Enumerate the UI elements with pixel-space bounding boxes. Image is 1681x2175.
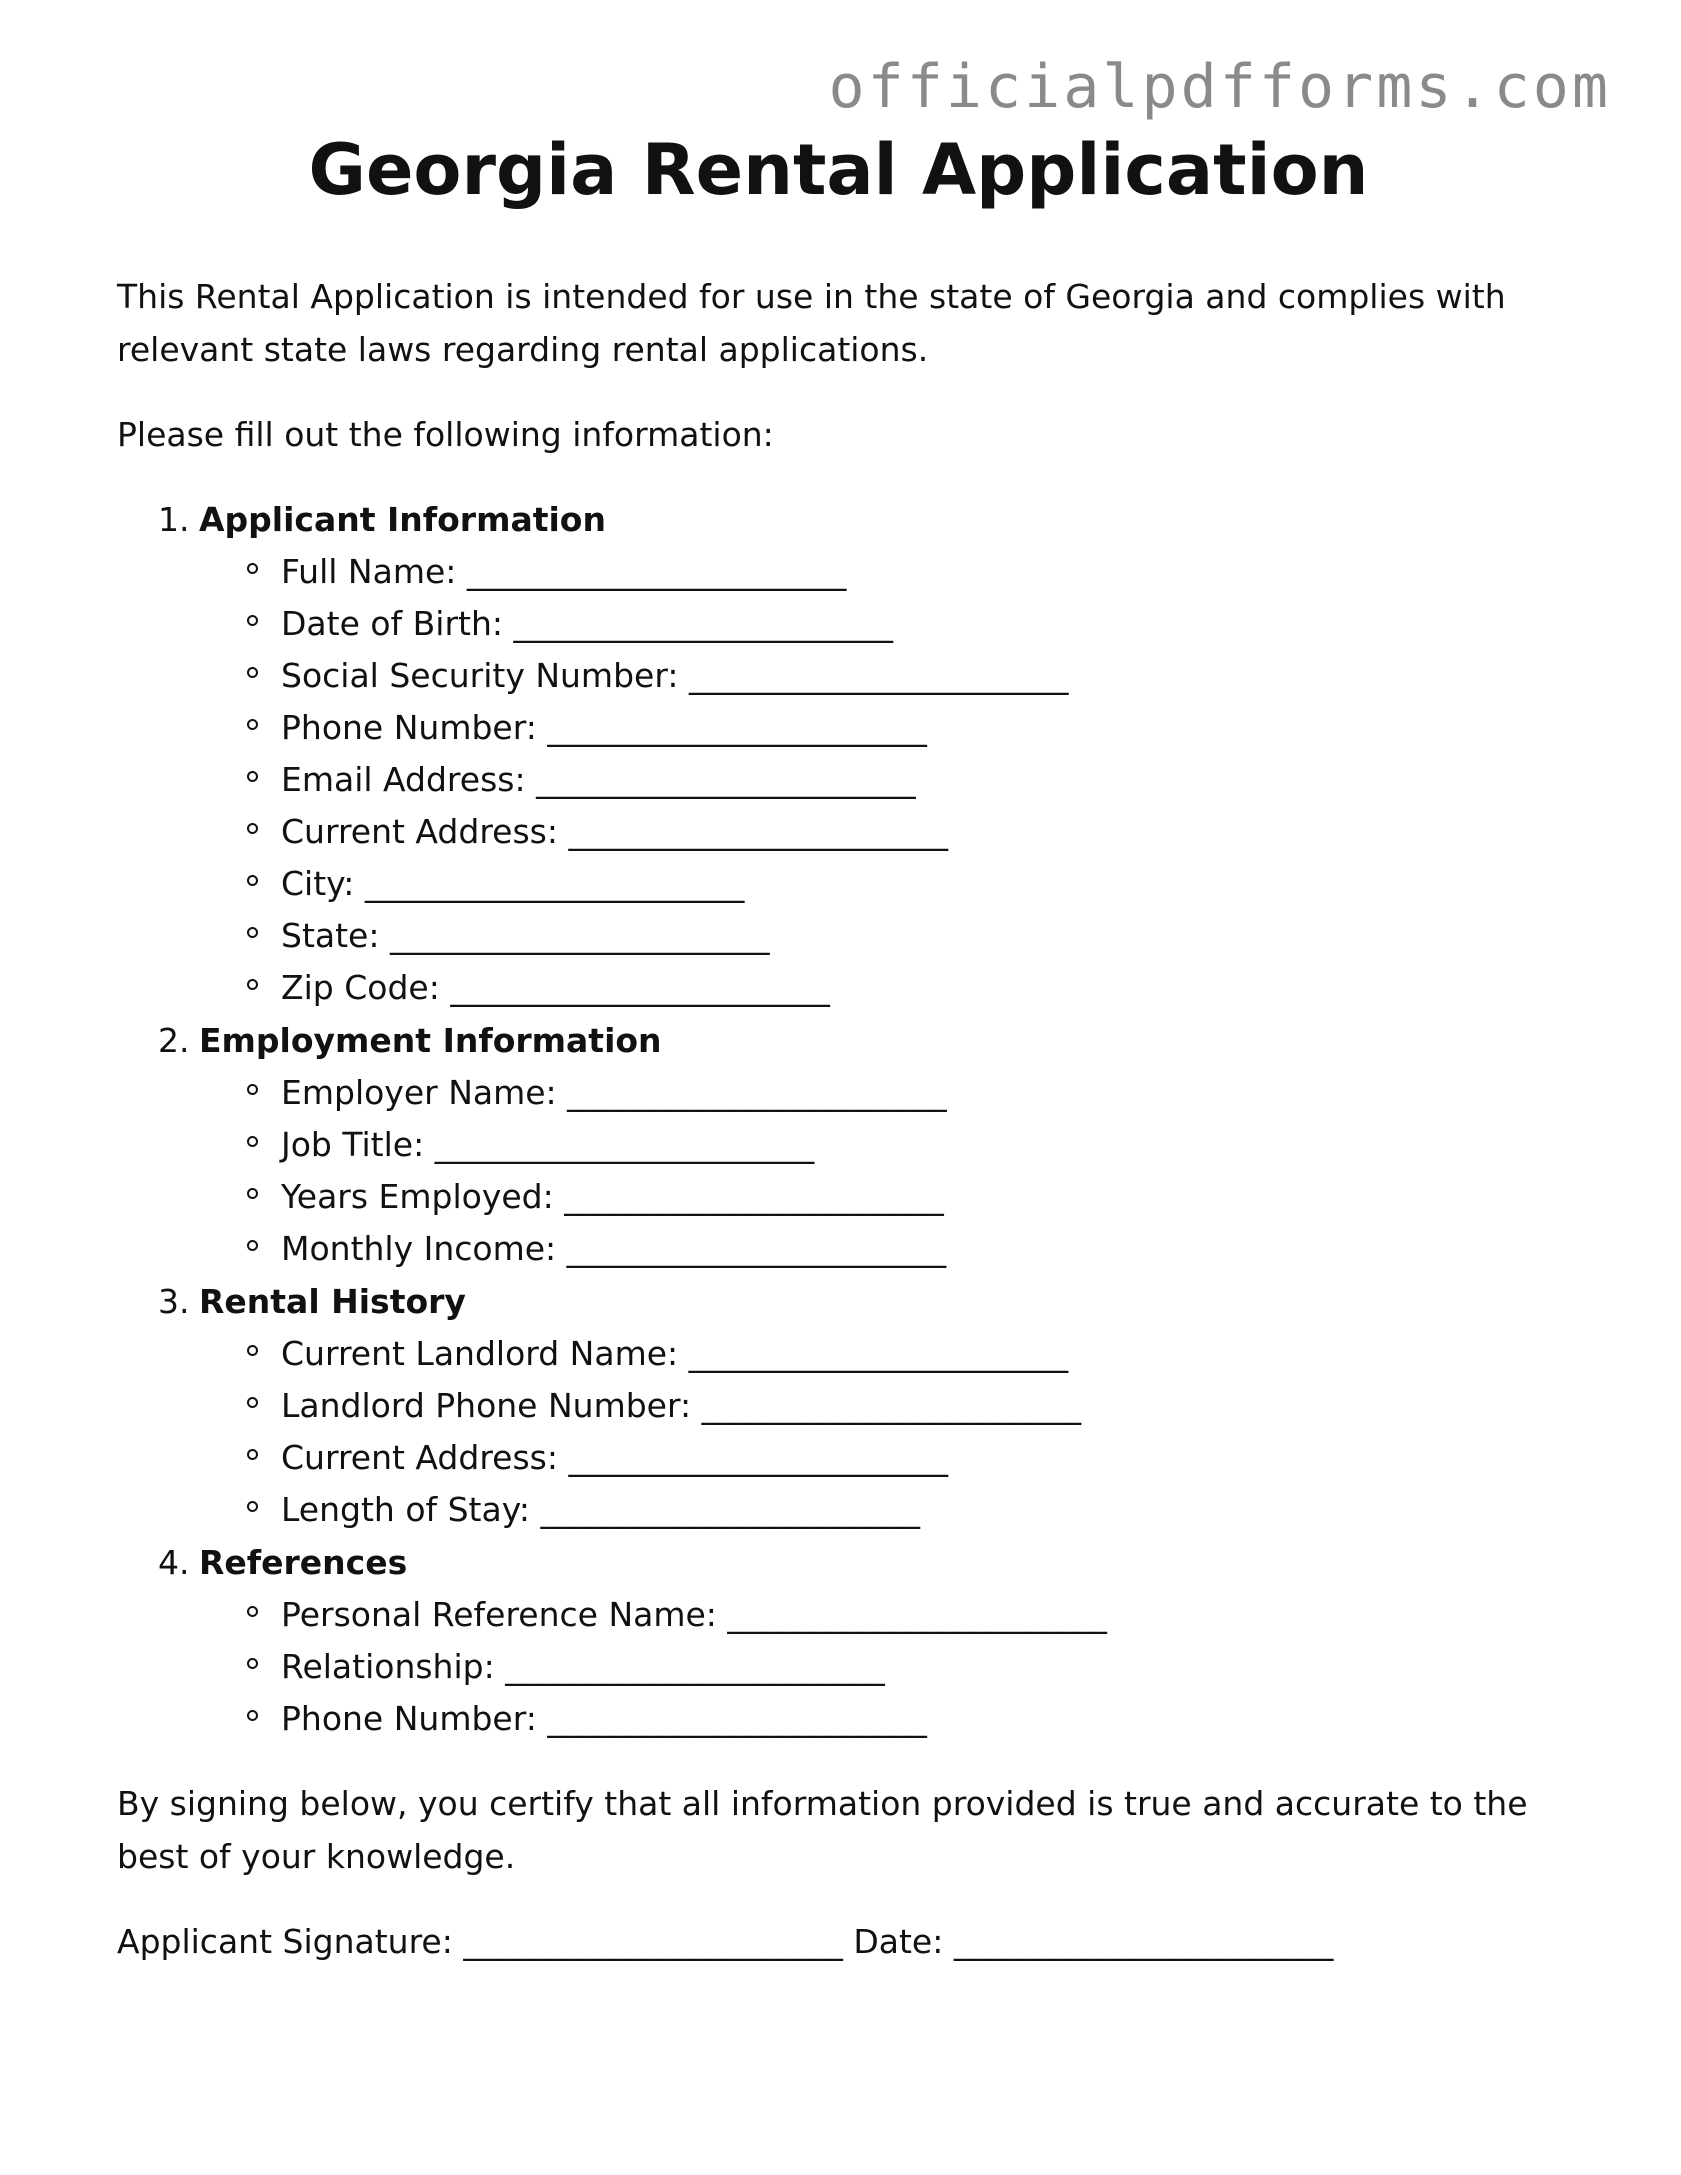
field-label: Current Address: <box>281 1438 558 1477</box>
section-number: 3. <box>158 1282 190 1321</box>
fill-in-blank[interactable]: _______________________ <box>688 656 1069 695</box>
circle-bullet-icon <box>247 823 258 834</box>
field-label: City: <box>281 864 355 903</box>
circle-bullet-icon <box>247 1188 258 1199</box>
list-item <box>199 701 1577 754</box>
field-list <box>199 1327 1577 1536</box>
form-section <box>117 1536 1577 1745</box>
section-number: 2. <box>158 1021 190 1060</box>
fill-in-blank[interactable]: _______________________ <box>547 708 927 747</box>
fill-in-blank[interactable]: _______________________ <box>568 1438 948 1477</box>
fill-in-blank[interactable]: _______________________ <box>727 1595 1107 1634</box>
form-section <box>117 493 1577 1014</box>
field-label: Employer Name: <box>281 1073 557 1112</box>
field-label: Zip Code: <box>281 968 440 1007</box>
signature-field[interactable]: _______________________ <box>463 1922 843 1961</box>
intro-paragraph: This Rental Application is intended for use in the state of Georgia and complies with relevant state laws regarding rental applications. <box>117 277 1506 369</box>
form-section <box>117 1275 1577 1536</box>
field-label: Phone Number: <box>281 1699 537 1738</box>
form-section <box>117 1014 1577 1275</box>
fill-in-blank[interactable]: _______________________ <box>567 1073 947 1112</box>
list-item <box>199 857 1577 910</box>
fill-in-blank[interactable]: _______________________ <box>568 812 948 851</box>
field-list <box>199 1588 1577 1745</box>
date-field[interactable]: _______________________ <box>953 1922 1334 1961</box>
fill-in-blank[interactable]: _______________________ <box>566 1229 947 1268</box>
circle-bullet-icon <box>247 1345 258 1356</box>
circle-bullet-icon <box>247 1501 258 1512</box>
list-item <box>199 1588 1577 1641</box>
fill-in-blank[interactable]: _______________________ <box>466 552 847 591</box>
fill-in-blank[interactable]: _______________________ <box>505 1647 885 1686</box>
field-label: Landlord Phone Number: <box>281 1386 692 1425</box>
list-item <box>199 961 1577 1014</box>
circle-bullet-icon <box>247 1449 258 1460</box>
circle-bullet-icon <box>247 1397 258 1408</box>
field-list <box>199 1066 1577 1275</box>
circle-bullet-icon <box>247 1240 258 1251</box>
list-item <box>199 1118 1577 1171</box>
field-label: Current Landlord Name: <box>281 1334 679 1373</box>
field-label: Email Address: <box>281 760 526 799</box>
field-label: Personal Reference Name: <box>281 1595 717 1634</box>
signature-line <box>117 1915 1577 1968</box>
fill-in-blank[interactable]: _______________________ <box>547 1699 927 1738</box>
circle-bullet-icon <box>247 771 258 782</box>
field-label: Current Address: <box>281 812 558 851</box>
list-item <box>199 1692 1577 1745</box>
section-number: 1. <box>158 500 190 539</box>
fill-in-blank[interactable]: _______________________ <box>564 1177 944 1216</box>
list-item <box>199 649 1577 702</box>
circle-bullet-icon <box>247 563 258 574</box>
section-title: References <box>199 1543 408 1582</box>
list-item <box>199 1431 1577 1484</box>
circle-bullet-icon <box>247 1658 258 1669</box>
circle-bullet-icon <box>247 1710 258 1721</box>
fill-in-blank[interactable]: _______________________ <box>536 760 916 799</box>
fill-in-blank[interactable]: _______________________ <box>688 1334 1069 1373</box>
list-item <box>199 1222 1577 1275</box>
field-label: Full Name: <box>281 552 457 591</box>
circle-bullet-icon <box>247 927 258 938</box>
field-label: Social Security Number: <box>281 656 679 695</box>
page-title: Georgia Rental Application <box>308 129 1369 211</box>
list-item <box>199 1066 1577 1119</box>
field-label: State: <box>281 916 380 955</box>
list-item <box>199 1327 1577 1380</box>
circle-bullet-icon <box>247 1606 258 1617</box>
form-body <box>117 270 1577 1968</box>
list-item <box>199 597 1577 650</box>
list-item <box>199 1379 1577 1432</box>
field-list <box>199 545 1577 1014</box>
field-label: Job Title: <box>281 1125 425 1164</box>
field-label: Years Employed: <box>281 1177 554 1216</box>
circle-bullet-icon <box>247 875 258 886</box>
fill-in-blank[interactable]: _______________________ <box>389 916 770 955</box>
circle-bullet-icon <box>247 667 258 678</box>
fill-in-blank[interactable]: _______________________ <box>540 1490 920 1529</box>
field-label: Phone Number: <box>281 708 537 747</box>
fill-in-blank[interactable]: _______________________ <box>364 864 745 903</box>
circle-bullet-icon <box>247 1136 258 1147</box>
list-item <box>199 545 1577 598</box>
date-label: Date: <box>853 1922 944 1961</box>
section-title: Employment Information <box>199 1021 662 1060</box>
certification-text: By signing below, you certify that all information provided is true and accurate to the best of your knowledge. <box>117 1784 1528 1876</box>
list-item <box>199 909 1577 962</box>
section-title: Applicant Information <box>199 500 606 539</box>
circle-bullet-icon <box>247 1084 258 1095</box>
list-item <box>199 805 1577 858</box>
watermark: officialpdfforms.com <box>828 52 1611 122</box>
list-item <box>199 1640 1577 1693</box>
field-label: Relationship: <box>281 1647 495 1686</box>
fill-in-blank[interactable]: _______________________ <box>450 968 830 1007</box>
field-label: Date of Birth: <box>281 604 504 643</box>
section-number: 4. <box>158 1543 190 1582</box>
instruction-text: Please fill out the following information: <box>117 415 774 454</box>
circle-bullet-icon <box>247 979 258 990</box>
list-item <box>199 1170 1577 1223</box>
fill-in-blank[interactable]: _______________________ <box>701 1386 1082 1425</box>
fill-in-blank[interactable]: _______________________ <box>513 604 894 643</box>
circle-bullet-icon <box>247 615 258 626</box>
form-sections <box>117 493 1577 1745</box>
section-title: Rental History <box>199 1282 466 1321</box>
signature-label: Applicant Signature: <box>117 1922 453 1961</box>
fill-in-blank[interactable]: _______________________ <box>434 1125 815 1164</box>
field-label: Monthly Income: <box>281 1229 557 1268</box>
field-label: Length of Stay: <box>281 1490 530 1529</box>
list-item <box>199 753 1577 806</box>
list-item <box>199 1483 1577 1536</box>
circle-bullet-icon <box>247 719 258 730</box>
